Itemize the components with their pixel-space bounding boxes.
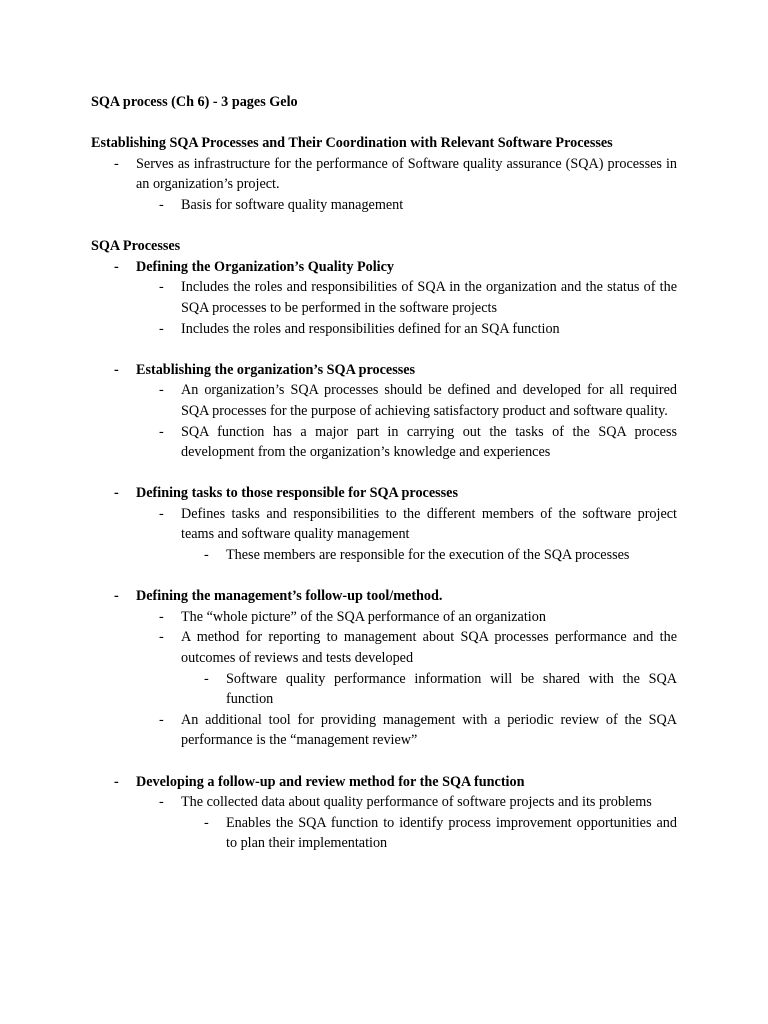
bullet-dash: - xyxy=(204,814,209,831)
list-item-text: An additional tool for providing management with a periodic review of the SQA performance is the “management review” xyxy=(181,711,677,749)
list-item-text: Includes the roles and responsibilities of SQA in the organization and the status of the SQA processes to be performed in the software projects xyxy=(181,279,677,316)
list-item xyxy=(114,154,677,195)
bullet-dash: - xyxy=(159,629,164,646)
bullet-dash: - xyxy=(114,485,119,502)
topic-title xyxy=(114,586,677,607)
bullet-dash: - xyxy=(204,670,209,687)
bullet-dash: - xyxy=(159,794,164,811)
topic-title xyxy=(114,360,677,381)
list-item-text: SQA function has a major part in carrying out the tasks of the SQA process development from the organization’s knowledge and experiences xyxy=(181,423,677,461)
section-heading: SQA Processes xyxy=(91,238,181,255)
topic-title-text: Defining tasks to those responsible for SQA processes xyxy=(136,485,459,502)
bullet-dash: - xyxy=(204,547,209,564)
list-item-text: The “whole picture” of the SQA performance of an organization xyxy=(181,608,546,625)
bullet-dash: - xyxy=(159,711,164,728)
topic-title-text: Defining the Organization’s Quality Policy xyxy=(136,258,394,275)
bullet-dash: - xyxy=(114,155,119,172)
list-item-text: An organization’s SQA processes should be defined and developed for all required SQA processes for the purpose of achieving satisfactory product and software quality. xyxy=(181,382,677,419)
list-item-text: A method for reporting to management about SQA processes performance and the outcomes of reviews and tests developed xyxy=(181,629,677,667)
bullet-dash: - xyxy=(159,423,164,440)
topic-title xyxy=(114,772,677,793)
list-item xyxy=(204,813,677,854)
bullet-dash: - xyxy=(159,320,164,337)
topic-title xyxy=(114,483,677,504)
list-item xyxy=(159,195,677,216)
bullet-dash: - xyxy=(159,382,164,399)
list-item xyxy=(159,422,677,463)
list-item-text: Software quality performance information will be shared with the SQA function xyxy=(226,670,677,708)
topic-title-text: Establishing the organization’s SQA processes xyxy=(136,361,416,378)
list-item xyxy=(204,669,677,710)
list-item-text: Serves as infrastructure for the performance of Software quality assurance (SQA) processes in an organization’s project. xyxy=(136,155,677,193)
list-item-text: Defines tasks and responsibilities to the different members of the software project teams and software quality management xyxy=(181,505,677,543)
bullet-dash: - xyxy=(159,608,164,625)
list-item-text: Enables the SQA function to identify process improvement opportunities and to plan their implementation xyxy=(226,814,677,852)
list-item xyxy=(159,380,677,421)
bullet-dash: - xyxy=(159,505,164,522)
bullet-dash: - xyxy=(114,258,119,275)
list-item xyxy=(159,792,677,813)
document-body xyxy=(91,92,677,854)
list-item xyxy=(159,504,677,545)
bullet-dash: - xyxy=(159,279,164,296)
bullet-dash: - xyxy=(114,361,119,378)
topic-title-text: Defining the management’s follow-up tool/method. xyxy=(136,588,443,605)
list-item xyxy=(159,627,677,668)
document-title: SQA process (Ch 6) - 3 pages Gelo xyxy=(91,94,298,110)
list-item-text: The collected data about quality performance of software projects and its problems xyxy=(181,794,652,811)
topic-title xyxy=(114,257,677,278)
bullet-dash: - xyxy=(159,196,164,213)
list-item xyxy=(159,319,677,340)
list-item xyxy=(159,607,677,628)
list-item xyxy=(159,710,677,751)
list-item-text: These members are responsible for the execution of the SQA processes xyxy=(226,547,630,564)
topic-title-text: Developing a follow-up and review method for the SQA function xyxy=(136,773,525,790)
bullet-dash: - xyxy=(114,588,119,605)
bullet-dash: - xyxy=(114,773,119,790)
section-heading: Establishing SQA Processes and Their Coordination with Relevant Software Processes xyxy=(91,135,613,152)
list-item-text: Basis for software quality management xyxy=(181,196,404,213)
list-item xyxy=(204,545,677,566)
list-item-text: Includes the roles and responsibilities defined for an SQA function xyxy=(181,320,560,337)
list-item xyxy=(159,277,677,318)
